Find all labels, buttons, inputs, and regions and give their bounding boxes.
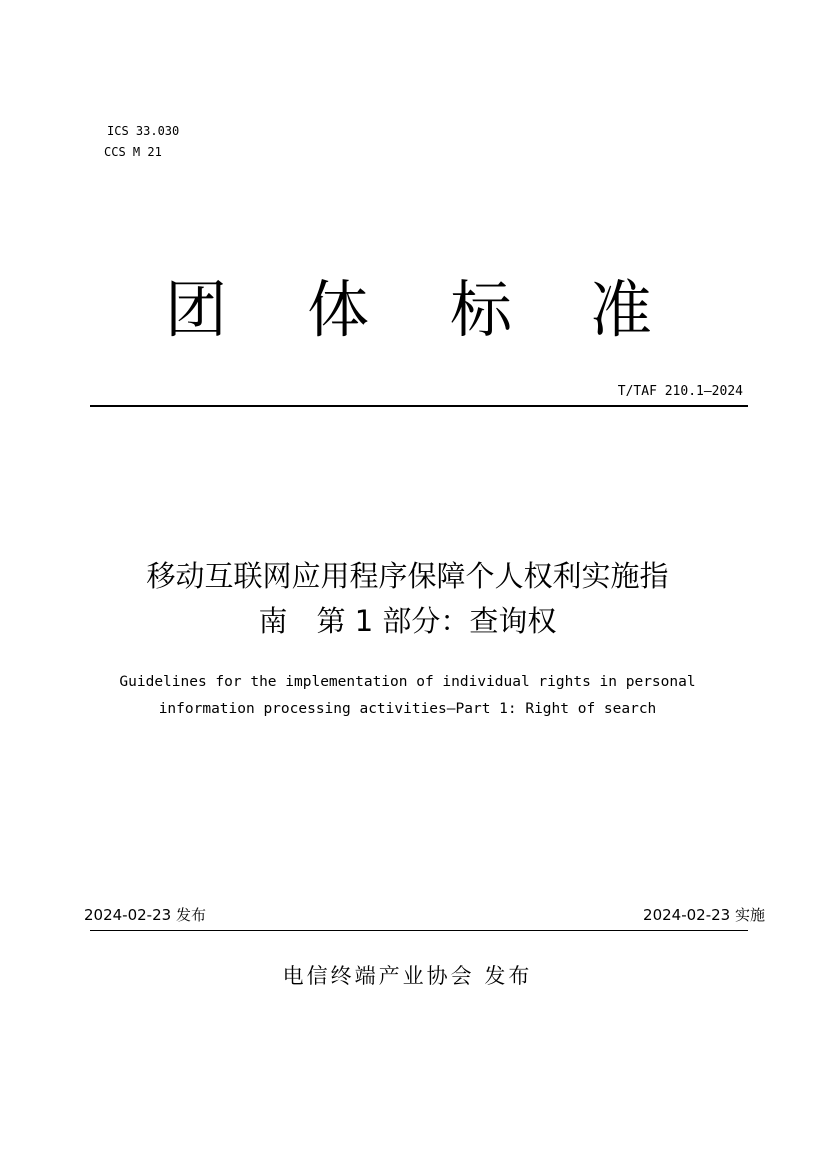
chinese-title-line-2: 南 第 1 部分：查询权 xyxy=(258,604,557,638)
top-divider xyxy=(90,405,748,407)
english-title-line-2: information processing activities—Part 1: Right of search xyxy=(158,701,657,717)
english-title-line-1: Guidelines for the implementation of individual rights in personal xyxy=(119,674,696,690)
title-char-2: 体 xyxy=(307,273,370,346)
standard-number: T/TAF 210.1—2024 xyxy=(617,384,743,399)
implementation-date: 2024-02-23 实施 xyxy=(643,906,765,924)
publish-date: 2024-02-23 发布 xyxy=(84,906,206,924)
title-char-3: 标 xyxy=(450,273,513,346)
document-type-title xyxy=(0,270,815,360)
ics-code: ICS 33.030 xyxy=(107,124,180,138)
title-char-4: 准 xyxy=(590,273,653,346)
chinese-title-line-1: 移动互联网应用程序保障个人权利实施指 xyxy=(146,559,669,593)
bottom-divider xyxy=(90,930,748,931)
ccs-code: CCS M 21 xyxy=(104,145,162,159)
publisher: 电信终端产业协会 发布 xyxy=(282,964,533,988)
title-char-1: 团 xyxy=(165,273,228,346)
